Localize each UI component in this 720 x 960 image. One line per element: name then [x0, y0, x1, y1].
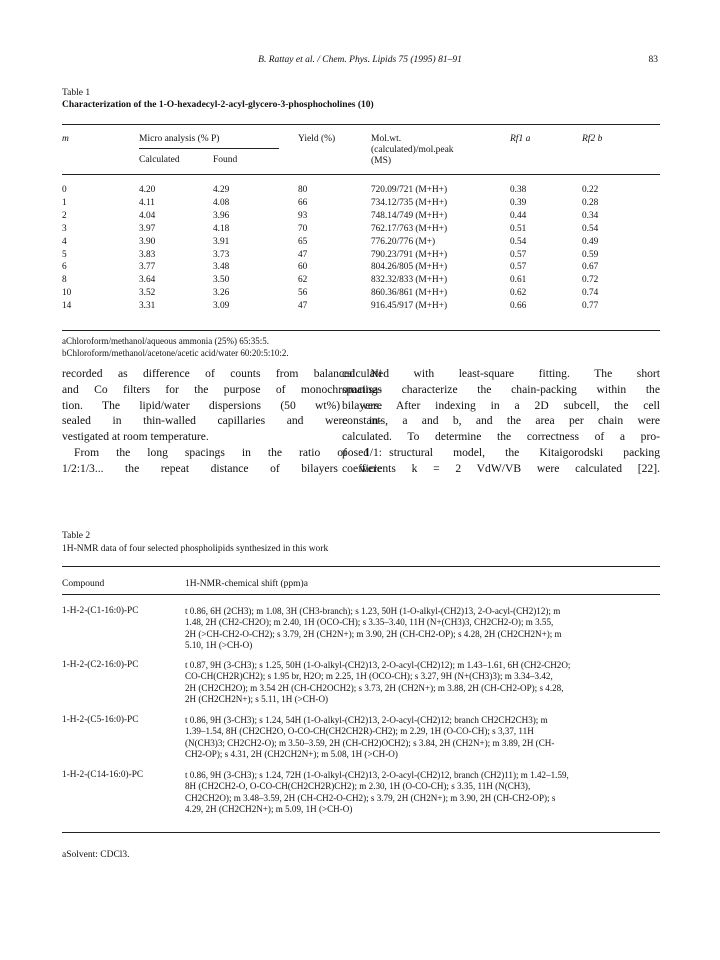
table2-shift-line: 2H (CH2CH2N+); s 5.11, 1H (>CH-O)	[185, 694, 329, 705]
table1-cell-molwt: 860.36/861 (M+H+)	[371, 288, 448, 299]
body-text-line: spacings characterize the chain-packing within the	[342, 382, 660, 396]
journal-running-title: B. Rattay et al. / Chem. Phys. Lipids 75 (1995) 81–91	[258, 55, 462, 65]
table2-compound: 1-H-2-(C2-16:0)-PC	[62, 660, 139, 670]
table1-cell-rf2: 0.59	[582, 249, 599, 260]
body-text-line: calculated with least-square fitting. The short	[342, 367, 660, 380]
table1-cell-rf1: 0.57	[510, 249, 527, 260]
table2-shift-line: (N(CH3)3; CH2CH2-O); m 3.50–3.59, 2H (CH-CH2)OCH2); s 3.84, 2H (CH2N+); m 3.89, 2H (CH-	[185, 737, 555, 748]
table1-row	[0, 262, 720, 273]
body-text-line: bilayers. After indexing in a 2D subcell, the cell	[342, 398, 660, 412]
running-head	[0, 55, 720, 69]
table1-col-rf1: Rf1 a	[510, 134, 531, 144]
table1-cell-calculated: 3.77	[139, 262, 156, 273]
table1-cell-m: 5	[62, 249, 67, 260]
table1-cell-calculated: 3.97	[139, 223, 156, 234]
table1-cell-rf1: 0.66	[510, 301, 527, 312]
table1-cell-m: 14	[62, 301, 72, 312]
table1-cell-rf2: 0.72	[582, 275, 599, 286]
table1-footnote-a: aChloroform/methanol/aqueous ammonia (25%) 65:35:5.	[62, 336, 269, 346]
table1-cell-found: 3.09	[213, 301, 230, 312]
table1-caption: Characterization of the 1-O-hexadecyl-2-acyl-glycero-3-phosphocholines (10)	[62, 100, 374, 110]
table2-shift-line: 2H (CH2CH2O); m 3.54 2H (CH-CH2OCH2); s 3.73, 2H (CH2N+); m 3.88, 2H (CH-CH2-OP); s 4.28,	[185, 682, 564, 693]
table1-cell-molwt: 776.20/776 (M+)	[371, 236, 436, 247]
table2-col-compound: Compound	[62, 579, 105, 589]
table1-cell-yield: 47	[298, 249, 308, 260]
table1-footnote-b: bChloroform/methanol/acetone/acetic acid/water 60:20:5:10:2.	[62, 348, 289, 358]
table2-shift-data	[185, 770, 659, 816]
table2-shift-line: CO-CH(CH2R)CH2); s 1.95 br, H2O; m 2.25, 1H (OCO-CH); s 3.27, 9H (N+(CH3)3); m 3.34–3.42,	[185, 671, 553, 682]
table1-col-molwt-calc: (calculated)/mol.peak	[371, 145, 454, 155]
table2-label: Table 2	[62, 531, 91, 541]
table2-compound: 1-H-2-(C5-16:0)-PC	[62, 715, 139, 725]
body-column-left	[62, 366, 382, 477]
table1-cell-calculated: 4.11	[139, 197, 155, 208]
table1-row	[0, 301, 720, 312]
table2-shift-line: t 0.86, 9H (3-CH3); s 1.24, 72H (1-O-alkyl-(CH2)13, 2-O-acyl-(CH2)12, branch (CH2)11); m 1.42–1.59,	[185, 770, 569, 780]
table2-shift-data	[185, 715, 659, 761]
table1-cell-rf1: 0.61	[510, 275, 527, 286]
table1-cell-yield: 62	[298, 275, 308, 286]
table1-cell-molwt: 762.17/763 (M+H+)	[371, 223, 448, 234]
body-text-line: coefficients k = 2 VdW/VB were calculated [22].	[342, 461, 660, 475]
table1-cell-yield: 93	[298, 210, 308, 221]
table1-cell-m: 8	[62, 275, 67, 286]
body-text-line: and Co filters for the purpose of monochromatisa-	[62, 382, 382, 396]
body-text-line: tion. The lipid/water dispersions (50 wt%) were	[62, 398, 382, 412]
table1-cell-found: 3.26	[213, 288, 230, 299]
table2-col-shift: 1H-NMR-chemical shift (ppm)a	[185, 579, 308, 589]
table1-row	[0, 250, 720, 261]
table1-cell-calculated: 3.83	[139, 249, 156, 260]
table2-shift-line: 8H (CH2CH2-O, O-CO-CH(CH2CH2R)CH2); m 2.30, 1H (O-CO-CH); s 3.35, 11H (N(CH3),	[185, 781, 531, 792]
table1-cell-yield: 65	[298, 236, 308, 247]
table1-cell-calculated: 3.52	[139, 288, 156, 299]
table1-cell-m: 0	[62, 185, 67, 195]
table1-row	[0, 275, 720, 286]
table2-shift-line: CH2CH2O); m 3.48–3.59, 2H (CH-CH2-O-CH2); s 3.79, 2H (CH2N+); m 3.90, 2H (CH-CH2-OP); s	[185, 792, 556, 803]
table1-col-molwt: Mol.wt.	[371, 134, 402, 144]
table1-cell-yield: 60	[298, 262, 308, 273]
table1-row	[0, 211, 720, 222]
table1-cell-rf1: 0.39	[510, 197, 527, 208]
body-text-line: recorded as difference of counts from balanced Ni	[62, 367, 382, 380]
table1-cell-rf1: 0.57	[510, 262, 527, 273]
table2-shift-line: 2H (>CH-CH2-O-CH2); s 3.79, 2H (CH2N+); m 3.90, 2H (CH-CH2-OP); s 4.28, 2H (CH2CH2N+); m	[185, 628, 562, 639]
table1-cell-calculated: 3.90	[139, 236, 156, 247]
table1-col-m: m	[62, 134, 69, 144]
table1-col-found: Found	[213, 155, 238, 165]
table2-footnote-a: aSolvent: CDCl3.	[62, 850, 130, 860]
table1-cell-calculated: 3.64	[139, 275, 156, 286]
table1-cell-rf2: 0.77	[582, 301, 599, 312]
table1-cell-rf2: 0.34	[582, 210, 599, 221]
table1-top-rule	[62, 124, 660, 125]
table2-header-rule	[62, 594, 660, 595]
table1-bottom-rule	[62, 330, 660, 331]
table1-cell-yield: 56	[298, 288, 308, 299]
table2-bottom-rule	[62, 832, 660, 833]
table1-cell-m: 4	[62, 236, 67, 247]
table1-cell-rf1: 0.44	[510, 210, 527, 221]
table1-cell-calculated: 4.04	[139, 210, 156, 221]
table2-shift-line: 1.39–1.54, 8H (CH2CH2O, O-CO-CH(CH2CH2R)-CH2); m 2.29, 1H (O-CO-CH); s 3,37, 11H	[185, 726, 534, 737]
body-text-line: constants, a and b, and the area per chain were	[342, 414, 660, 428]
table2-caption: 1H-NMR data of four selected phospholipids synthesized in this work	[62, 544, 329, 554]
table1-cell-m: 10	[62, 288, 72, 299]
table1-cell-calculated: 4.20	[139, 185, 156, 195]
table1-cell-calculated: 3.31	[139, 301, 156, 312]
table1-col-calculated: Calculated	[139, 155, 180, 165]
table1-cell-found: 3.73	[213, 249, 230, 260]
table1-cell-rf1: 0.54	[510, 236, 527, 247]
body-column-right	[342, 366, 660, 477]
table1-cell-rf2: 0.22	[582, 185, 599, 195]
table1-cell-rf1: 0.51	[510, 223, 527, 234]
table1-cell-molwt: 720.09/721 (M+H+)	[371, 185, 448, 195]
table1-cell-yield: 47	[298, 301, 308, 312]
table1-micro-subrule	[139, 148, 279, 149]
table1-cell-molwt: 916.45/917 (M+H+)	[371, 301, 448, 312]
table1-cell-m: 2	[62, 210, 67, 221]
table1-cell-m: 6	[62, 262, 67, 273]
table1-col-micro: Micro analysis (% P)	[139, 134, 220, 144]
table2-shift-line: t 0.87, 9H (3-CH3); s 1.25, 50H (1-O-alkyl-(CH2)13, 2-O-acyl-(CH2)12); m 1.43–1.61, 6H (CH2-CH2O;	[185, 660, 571, 670]
table1-cell-found: 3.50	[213, 275, 230, 286]
table1-cell-rf2: 0.28	[582, 197, 599, 208]
table1-cell-molwt: 748.14/749 (M+H+)	[371, 210, 448, 221]
table1-cell-found: 4.18	[213, 223, 230, 234]
table1-cell-found: 4.08	[213, 197, 230, 208]
body-text-line: vestigated at room temperature.	[62, 430, 209, 444]
table1-row	[0, 198, 720, 209]
table1-cell-m: 3	[62, 223, 67, 234]
table1-row	[0, 237, 720, 248]
table2-shift-line: t 0.86, 9H (3-CH3); s 1.24, 54H (1-O-alkyl-(CH2)13, 2-O-acyl-(CH2)12; branch CH2CH2CH3); m	[185, 715, 548, 725]
table1-cell-molwt: 734.12/735 (M+H+)	[371, 197, 448, 208]
body-text-line: From the long spacings in the ratio of 1/1:	[74, 445, 382, 459]
table1-cell-rf2: 0.67	[582, 262, 599, 273]
table1-col-rf2: Rf2 b	[582, 134, 603, 144]
table1-cell-molwt: 804.26/805 (M+H+)	[371, 262, 448, 273]
table1-cell-molwt: 832.32/833 (M+H+)	[371, 275, 448, 286]
body-text-line: 1/2:1/3... the repeat distance of bilayers were	[62, 461, 382, 475]
table1-col-yield: Yield (%)	[298, 134, 336, 144]
body-text-line: sealed in thin-walled capillaries and were in-	[62, 414, 382, 428]
table1-cell-rf2: 0.54	[582, 223, 599, 234]
table1-cell-found: 3.96	[213, 210, 230, 221]
table2-compound: 1-H-2-(C1-16:0)-PC	[62, 606, 139, 616]
table1-col-molwt-ms: (MS)	[371, 156, 392, 166]
table2-shift-line: 5.10, 1H (>CH-O)	[185, 640, 253, 651]
body-text-line: posed structural model, the Kitaigorodski packing	[342, 445, 660, 459]
table1-cell-molwt: 790.23/791 (M+H+)	[371, 249, 448, 260]
table2-top-rule	[62, 566, 660, 567]
table1-cell-yield: 80	[298, 185, 308, 195]
table2-shift-line: t 0.86, 6H (2CH3); m 1.08, 3H (CH3-branch); s 1.23, 50H (1-O-alkyl-(CH2)13, 2-O-acyl-(CH2)12); m	[185, 606, 561, 616]
table2-shift-line: 1.48, 2H (CH2-CH2O); m 2.40, 1H (OCO-CH); s 3.35–3.40, 11H (N+(CH3)3, CH2CH2-O); m 3.55,	[185, 617, 554, 628]
table1-cell-yield: 66	[298, 197, 308, 208]
table1-row	[0, 288, 720, 299]
table1-cell-rf2: 0.74	[582, 288, 599, 299]
table1-header-rule	[62, 174, 660, 175]
table1-cell-found: 3.48	[213, 262, 230, 273]
page-number: 83	[648, 55, 658, 65]
table1-cell-found: 4.29	[213, 185, 230, 195]
table1-cell-m: 1	[62, 197, 67, 208]
body-text-line: calculated. To determine the correctness of a pro-	[342, 430, 660, 444]
table1-cell-yield: 70	[298, 223, 308, 234]
table2-shift-line: 4.29, 2H (CH2CH2N+); m 5.09, 1H (>CH-O)	[185, 804, 353, 815]
table1-cell-found: 3.91	[213, 236, 230, 247]
table2-shift-data	[185, 660, 659, 706]
table1-row	[0, 224, 720, 235]
table2-shift-line: CH2-OP); s 4.31, 2H (CH2CH2N+); m 5.08, 1H (>CH-O)	[185, 749, 398, 760]
table2-compound: 1-H-2-(C14-16:0)-PC	[62, 770, 144, 780]
table1-cell-rf1: 0.62	[510, 288, 527, 299]
table1-row	[0, 185, 720, 196]
table2-shift-data	[185, 606, 659, 652]
table1-label: Table 1	[62, 88, 91, 98]
table1-cell-rf2: 0.49	[582, 236, 599, 247]
table1-cell-rf1: 0.38	[510, 185, 527, 195]
